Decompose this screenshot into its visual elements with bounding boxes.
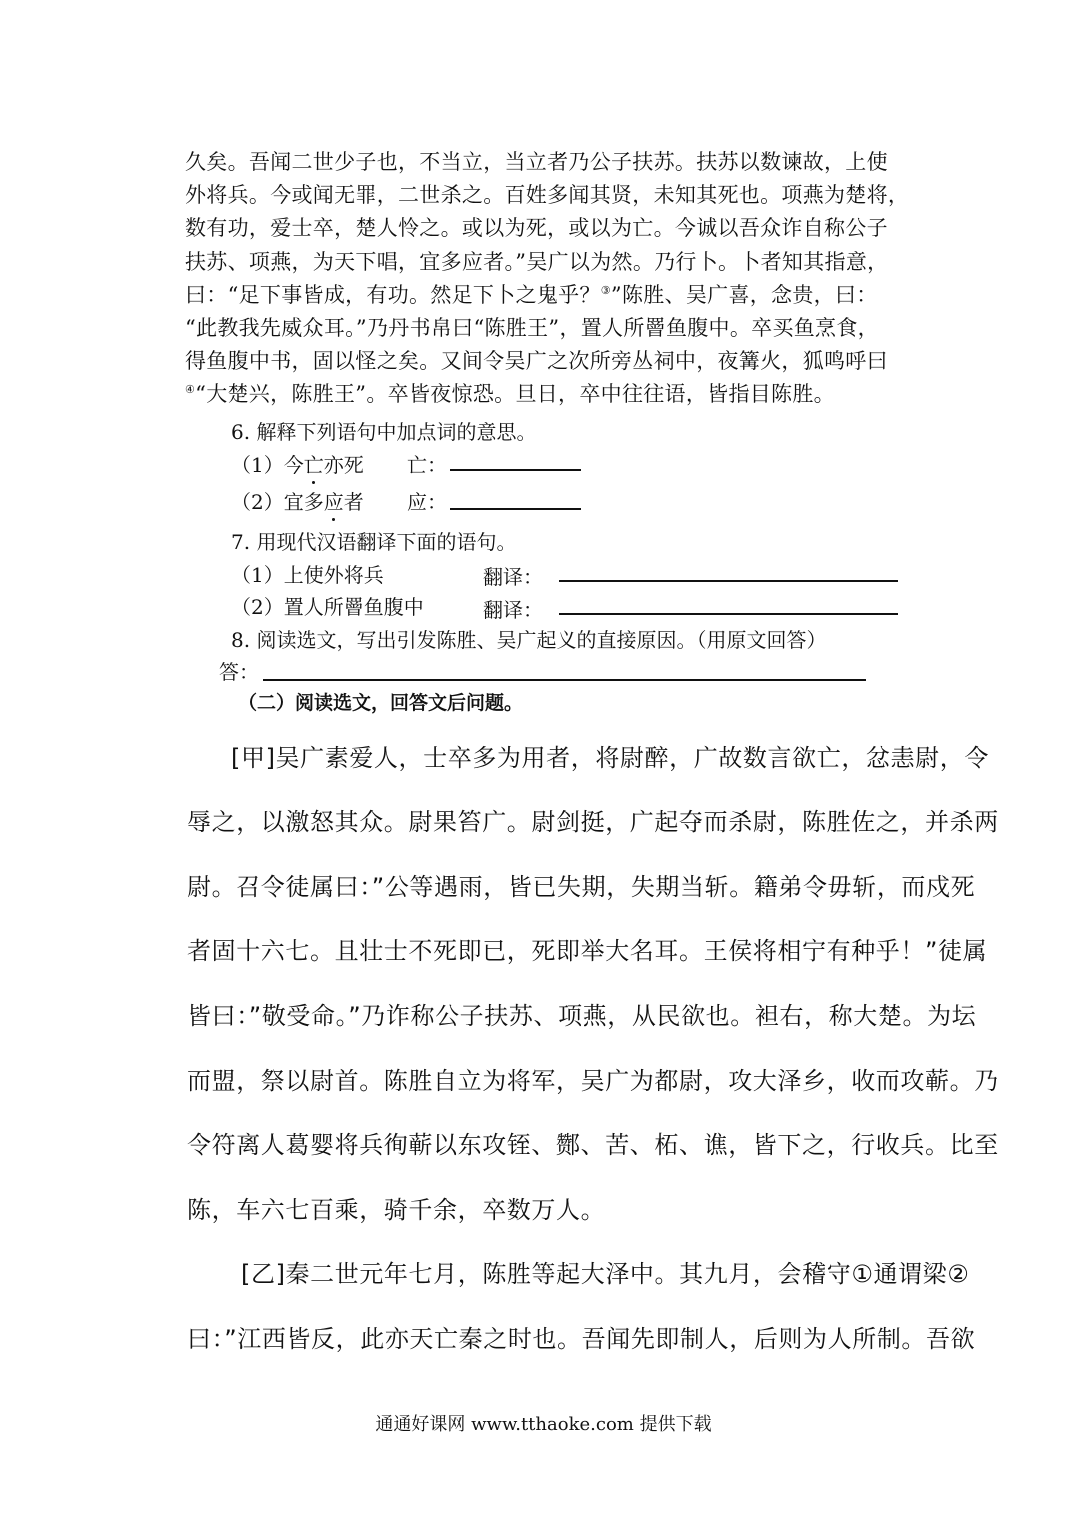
passage-one-line <box>185 378 905 411</box>
question-text: （1）今 <box>231 453 304 477</box>
answer-label: 亡： <box>407 453 447 477</box>
passage-one-line <box>185 279 905 312</box>
passage-two-line: 辱之，以激怒其众。尉果笞广。尉剑挺，广起夺而杀尉，陈胜佐之，并杀两 <box>187 808 999 836</box>
passage-two-line: 陈，车六七百乘，骑千余，卒数万人。 <box>187 1196 606 1224</box>
answer-label: 答： <box>219 660 259 684</box>
section-heading: （二）阅读选文，回答文后问题。 <box>238 692 524 714</box>
passage-one-line: 数有功，爱士卒，楚人怜之。或以为死，或以为亡。今诚以吾众诈自称公子 <box>185 216 888 241</box>
passage-one-text: 曰：“足下事皆成，有功。然足下卜之鬼乎？ <box>185 282 601 307</box>
question-text: 亦死 <box>323 453 364 477</box>
passage-one-line: 外将兵。今或闻无罪，二世杀之。百姓多闻其贤，未知其死也。项燕为楚将， <box>185 183 910 208</box>
question-text: （2）宜多 <box>231 490 324 514</box>
footnote-marker: ③ <box>600 283 611 297</box>
passage-two-line: 而盟，祭以尉首。陈胜自立为将军，吴广为都尉，攻大泽乡，收而攻蕲。乃 <box>187 1067 999 1095</box>
passage-two-line: 皆曰：”敬受命。”乃诈称公子扶苏、项燕，从民欲也。袒右，称大楚。为坛 <box>187 1002 977 1030</box>
footnote-marker: ④ <box>185 383 196 397</box>
passage-two-line: 尉。召令徒属曰：”公等遇雨，皆已失期，失期当斩。籍弟令毋斩，而戍死 <box>187 873 976 901</box>
passage-one-line: “此教我先威众耳。”乃丹书帛曰“陈胜王”，置人所罾鱼腹中。卒买鱼烹食， <box>185 316 879 341</box>
passage-one-line: 扶苏、项燕，为天下唱，宜多应者。”吴广以为然。乃行卜。卜者知其指意， <box>185 249 889 274</box>
question-6-1 <box>231 449 364 478</box>
question-7: 7. 用现代汉语翻译下面的语句。 <box>231 530 517 554</box>
passage-one-line: 得鱼腹中书，固以怪之矣。又间令吴广之次所旁丛祠中，夜篝火，狐鸣呼曰 <box>185 349 888 374</box>
passage-one <box>185 146 910 412</box>
answer-blank-7-1[interactable] <box>559 580 898 582</box>
translate-label: 翻译： <box>483 598 543 622</box>
passage-two-line: 令符离人葛婴将兵徇蕲以东攻铚、酂、苦、柘、谯，皆下之，行收兵。比至 <box>187 1131 999 1159</box>
question-8: 8. 阅读选文，写出引发陈胜、吴广起义的直接原因。（用原文回答） <box>231 628 827 652</box>
passage-one-text: “大楚兴，陈胜王”。卒皆夜惊恐。旦日，卒中往往语，皆指目陈胜。 <box>195 382 835 407</box>
question-7-1: （1）上使外将兵 <box>231 563 384 587</box>
answer-blank-8[interactable] <box>263 679 866 681</box>
translate-label: 翻译： <box>483 565 543 589</box>
passage-two-line: [乙]秦二世元年七月，陈胜等起大泽中。其九月，会稽守①通谓梁② <box>241 1260 970 1288</box>
passage-two-line: 者固十六七。且壮士不死即已，死即举大名耳。王侯将相宁有种乎！”徒属 <box>187 937 988 965</box>
passage-one-line: 久矣。吾闻二世少子也，不当立，当立者乃公子扶苏。扶苏以数谏故，上使 <box>185 150 888 174</box>
answer-blank-6-2[interactable] <box>450 508 581 510</box>
emphasized-word: 应 <box>324 486 344 515</box>
answer-blank-6-1[interactable] <box>450 469 581 471</box>
answer-blank-7-2[interactable] <box>559 613 898 615</box>
passage-two-line: 曰：”江西皆反，此亦天亡秦之时也。吾闻先即制人，后则为人所制。吾欲 <box>187 1325 976 1353</box>
answer-label: 应： <box>407 490 447 514</box>
question-text: 者 <box>343 490 364 514</box>
emphasized-word: 亡 <box>304 449 324 478</box>
page-footer: 通通好课网 www.tthaoke.com 提供下载 <box>375 1414 712 1435</box>
question-6: 6. 解释下列语句中加点词的意思。 <box>231 420 537 444</box>
passage-one-text: ”陈胜、吴广喜，念贵，曰： <box>610 282 878 307</box>
question-6-2 <box>231 486 364 515</box>
question-7-2: （2）置人所罾鱼腹中 <box>231 595 424 619</box>
passage-two-line: [甲]吴广素爱人，士卒多为用者，将尉醉，广故数言欲亡，忿恚尉，令 <box>231 744 989 772</box>
